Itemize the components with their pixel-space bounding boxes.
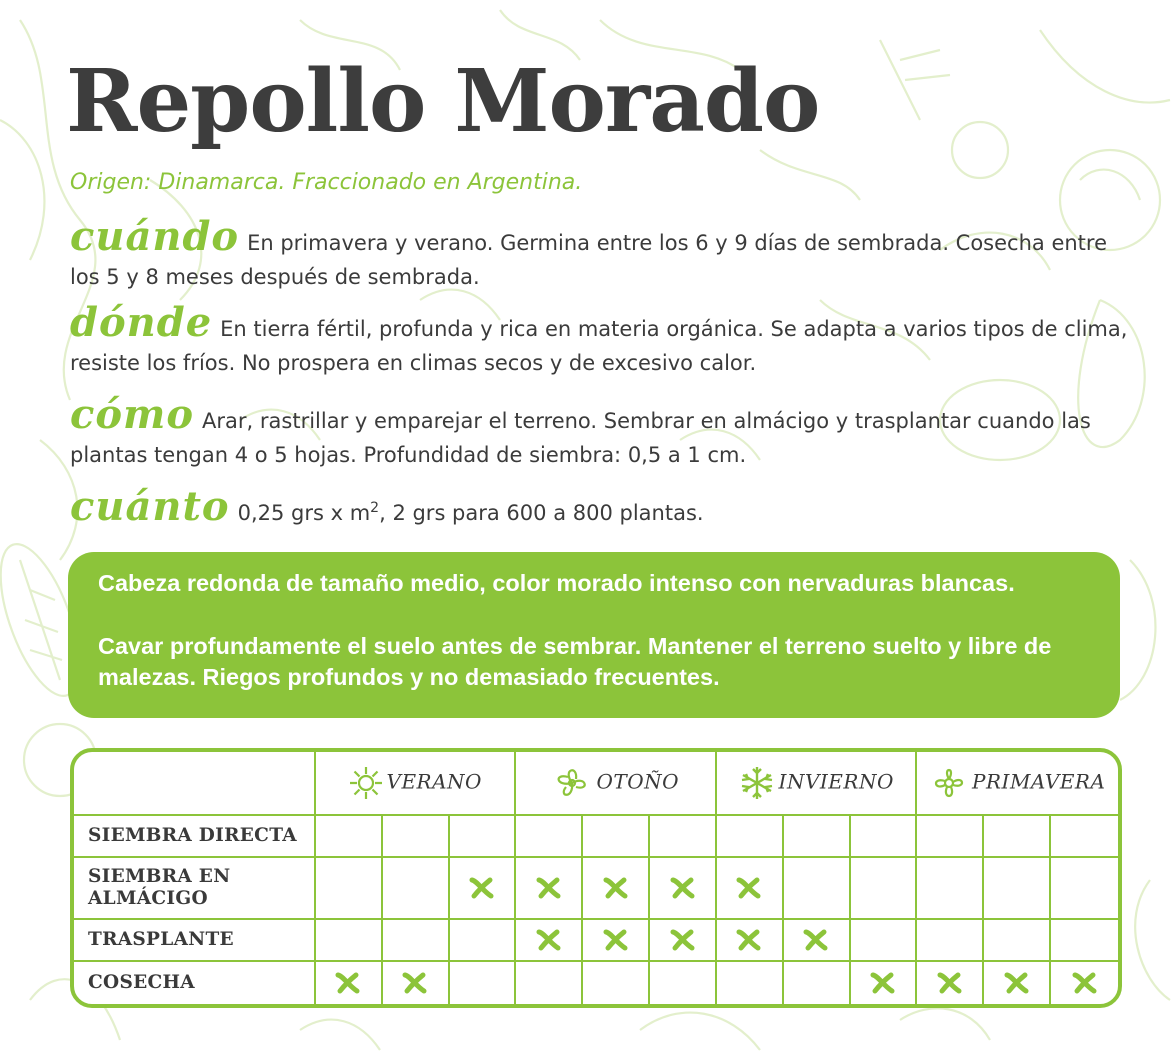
- calendar-cell: [316, 816, 383, 858]
- calendar-cell: [984, 920, 1051, 962]
- x-mark-icon: [402, 972, 428, 994]
- calendar-cell: [1051, 816, 1118, 858]
- x-mark-icon: [536, 929, 562, 951]
- text-donde: En tierra fértil, profunda y rica en materia orgánica. Se adapta a varios tipos de clima, resiste los fríos. No prospera en climas secos y de excesivo calor.: [70, 317, 1128, 375]
- x-mark-icon: [1072, 972, 1098, 994]
- section-como: [70, 391, 1130, 472]
- row-label: SIEMBRA DIRECTA: [74, 816, 316, 858]
- calendar-cell: [383, 920, 450, 962]
- section-donde: [70, 299, 1130, 380]
- x-mark-icon: [603, 877, 629, 899]
- x-mark-icon: [870, 972, 896, 994]
- x-mark-icon: [1004, 972, 1030, 994]
- calendar-cell: [717, 962, 784, 1004]
- x-mark-icon: [335, 972, 361, 994]
- leaf-flower-icon: [552, 765, 592, 801]
- flower-icon: [930, 765, 968, 801]
- calendar-cell: [383, 962, 450, 1004]
- calendar-cell: [784, 816, 851, 858]
- calendar-cell: [450, 920, 517, 962]
- calendar-cell: [316, 962, 383, 1004]
- season-verano: [316, 752, 516, 816]
- row-label: TRASPLANTE: [74, 920, 316, 962]
- calendar-cell: [984, 858, 1051, 920]
- x-mark-icon: [736, 877, 762, 899]
- x-mark-icon: [469, 877, 495, 899]
- season-label-verano: VERANO: [386, 769, 482, 794]
- calendar-cell: [851, 816, 918, 858]
- text-cuanto-superscript: 2: [370, 500, 380, 516]
- section-cuando: [70, 213, 1130, 294]
- calendar-cell: [717, 816, 784, 858]
- info-paragraph-2: Cavar profundamente el suelo antes de sembrar. Mantener el terreno suelto y libre de malezas. Riegos profundos y no demasiado frecuentes.: [98, 633, 1052, 690]
- calendar-cell: [851, 920, 918, 962]
- calendar-cell: [583, 858, 650, 920]
- calendar-cell: [917, 816, 984, 858]
- calendar-cell: [717, 858, 784, 920]
- keyword-como: cómo: [70, 391, 195, 438]
- calendar-cell: [450, 858, 517, 920]
- x-mark-icon: [736, 929, 762, 951]
- calendar-cell: [851, 962, 918, 1004]
- info-box: [68, 552, 1120, 718]
- calendar-cell: [383, 858, 450, 920]
- snowflake-icon: [739, 765, 775, 801]
- season-otono: [516, 752, 716, 816]
- keyword-donde: dónde: [70, 299, 213, 346]
- calendar-row: [74, 920, 1118, 962]
- calendar-corner: [74, 752, 316, 816]
- calendar-cell: [583, 920, 650, 962]
- calendar-cell: [1051, 962, 1118, 1004]
- calendar-cell: [383, 816, 450, 858]
- row-label: SIEMBRA EN ALMÁCIGO: [74, 858, 316, 920]
- calendar-cell: [450, 962, 517, 1004]
- origin-line: Origen: Dinamarca. Fraccionado en Argentina.: [70, 170, 583, 195]
- season-primavera: [917, 752, 1118, 816]
- season-label-primavera: PRIMAVERA: [972, 769, 1106, 794]
- calendar-cell: [851, 858, 918, 920]
- calendar-cell: [650, 816, 717, 858]
- calendar-cell: [917, 962, 984, 1004]
- calendar-cell: [650, 920, 717, 962]
- calendar-cell: [516, 962, 583, 1004]
- calendar-cell: [917, 920, 984, 962]
- calendar-row: [74, 858, 1118, 920]
- calendar-row: [74, 962, 1118, 1004]
- calendar-cell: [516, 816, 583, 858]
- season-invierno: [717, 752, 917, 816]
- text-cuando: En primavera y verano. Germina entre los 6 y 9 días de sembrada. Cosecha entre los 5 y 8 meses después de sembrada.: [70, 231, 1107, 289]
- calendar-cell: [784, 920, 851, 962]
- season-label-otono: OTOÑO: [596, 769, 679, 794]
- row-label: COSECHA: [74, 962, 316, 1004]
- text-como: Arar, rastrillar y emparejar el terreno. Sembrar en almácigo y trasplantar cuando las plantas tengan 4 o 5 hojas. Profundidad de siembra: 0,5 a 1 cm.: [70, 409, 1091, 467]
- x-mark-icon: [670, 929, 696, 951]
- calendar-cell: [316, 858, 383, 920]
- x-mark-icon: [803, 929, 829, 951]
- keyword-cuando: cuándo: [70, 213, 240, 260]
- calendar-cell: [984, 962, 1051, 1004]
- season-label-invierno: INVIERNO: [778, 769, 894, 794]
- calendar-cell: [1051, 920, 1118, 962]
- calendar-cell: [583, 816, 650, 858]
- calendar-cell: [583, 962, 650, 1004]
- sun-icon: [349, 766, 383, 800]
- text-cuanto-before: 0,25 grs x m: [237, 501, 371, 525]
- calendar-cell: [784, 962, 851, 1004]
- calendar-cell: [650, 962, 717, 1004]
- calendar-cell: [516, 858, 583, 920]
- planting-calendar: [70, 748, 1122, 1008]
- x-mark-icon: [536, 877, 562, 899]
- calendar-cell: [1051, 858, 1118, 920]
- calendar-cell: [717, 920, 784, 962]
- text-cuanto-after: , 2 grs para 600 a 800 plantas.: [379, 501, 704, 525]
- calendar-cell: [516, 920, 583, 962]
- calendar-cell: [984, 816, 1051, 858]
- product-title: Repollo Morado: [66, 51, 820, 152]
- x-mark-icon: [670, 877, 696, 899]
- calendar-cell: [450, 816, 517, 858]
- x-mark-icon: [603, 929, 629, 951]
- calendar-cell: [316, 920, 383, 962]
- info-paragraph-1: Cabeza redonda de tamaño medio, color morado intenso con nervaduras blancas.: [98, 570, 1015, 596]
- calendar-row: [74, 816, 1118, 858]
- keyword-cuanto: cuánto: [70, 483, 230, 530]
- calendar-header-row: [74, 752, 1118, 816]
- calendar-cell: [650, 858, 717, 920]
- section-cuanto: [70, 483, 1130, 530]
- x-mark-icon: [937, 972, 963, 994]
- calendar-cell: [784, 858, 851, 920]
- calendar-cell: [917, 858, 984, 920]
